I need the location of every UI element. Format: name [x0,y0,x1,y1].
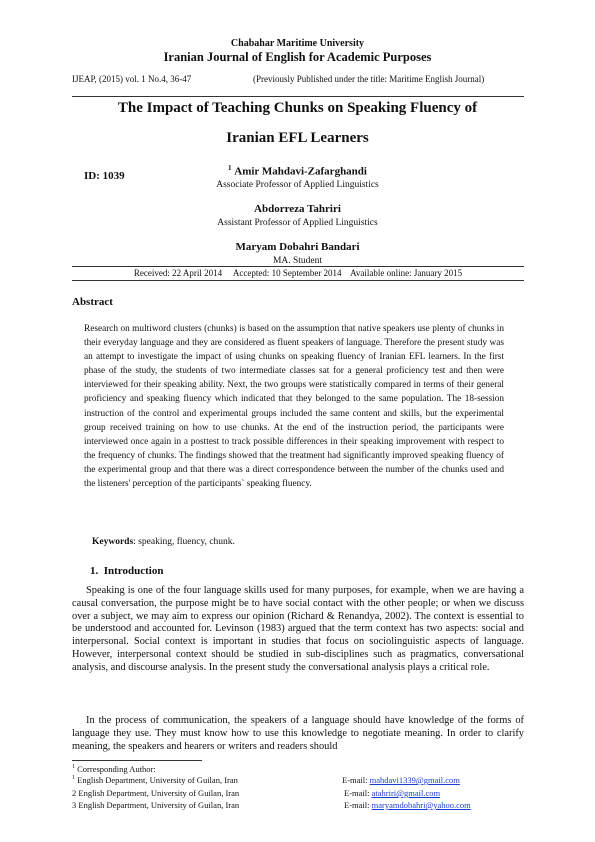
citation: IJEAP, (2015) vol. 1 No.4, 36-47 [72,74,192,84]
paper-id: ID: 1039 [84,170,125,182]
footnote-row-3 [72,800,239,810]
author-1 [0,164,595,178]
dates-rule-bottom [72,280,524,281]
footnote-row-2-affiliation: English Department, University of Guilan, Iran [78,788,240,798]
footnote-row-2-prefix: 2 [72,788,79,798]
intro-paragraph-2: In the process of communication, the speakers of a language should have knowledge of the forms of language they use. They must know how to use this knowledge to negotiate meaning. In order to clarify meaning, the speakers and hearers or writers and readers should [72,715,524,752]
keywords-label: Keywords [92,537,134,547]
accepted-date: Accepted: 10 September 2014 [232,268,342,278]
paper-title-line-1: The Impact of Teaching Chunks on Speaking Fluency of [117,100,478,116]
footnote-rule [72,760,202,761]
author-1-marker: 1 [228,164,232,172]
author-3-role: MA. Student [272,256,323,266]
keywords-list: : speaking, fluency, chunk. [133,537,235,547]
intro-paragraph-1: Speaking is one of the four language skills used for many purposes, for example, when we are having a causal conversation, the purpose might be to have social contact with the other people; or when we discuss over a subject, we may aim to express our opinion (Richard & Renandya, 2002). The context is essential to be understood and accounted for. Levinson (1983) argued that the term context has two aspects: social and interpersonal. Social context is important in studies that focus on sociolinguistic aspects of language. However, interpersonal context should be studied in sub-disciplines such as pragmatics, conversational analysis, and discourse analysis. In the present study the conversational analysis plays a critical role. [72,585,524,673]
footnote-row-1-email [342,775,460,785]
received-date: Received: 22 April 2014 [133,268,223,278]
dates-rule-top [72,266,524,267]
footnote-row-3-affiliation: English Department, University of Guilan, Iran [78,800,240,810]
footnote-row-3-email [344,800,471,810]
abstract-text: Research on multiword clusters (chunks) is based on the assumption that native speakers use plenty of chunks in their everyday language and they are considered as fluent speakers of language. Therefore the present study was an attempt to investigate the impact of using chunks on speaking fluency of Iranian EFL learners. In the first phase of the study, the students of two intermediate classes sat for a general proficiency test and then were interviewed for their speaking ability. Next, the two groups were statistically compared in terms of their general proficiency and speaking fluency which indicated that they belonged to the same population. The 18-session instruction of the control and experimental groups included the same content and skills, but the experimental group received training on how to use chunks. At the end of the instruction period, the participants were interviewed once again in a posttest to track possible differences in their speaking improvement with respect to the frequency of chunks. The findings showed that the treatment had significantly improved speaking fluency of the experimental group and that there was a direct correspondence between the number of the chunks used and the listeners' perception of the participants` speaking fluency. [84,324,504,490]
author-2-role: Assistant Professor of Applied Linguistics [217,218,378,228]
section-number: 1. [90,565,99,577]
author-1-name: Amir Mahdavi-Zafarghandi [234,165,367,178]
footnote-row-2-email-label: E-mail: [344,788,372,798]
email-link-3[interactable]: maryamdobahri@yahoo.com [371,800,471,810]
footnote-corresponding [72,764,156,774]
footnote-row-1 [72,775,238,785]
publication-dates [72,268,524,278]
journal-name: Iranian Journal of English for Academic Purposes [163,50,432,64]
online-date: Available online: January 2015 [350,268,463,278]
footnote-row-1-email-label: E-mail: [342,775,370,785]
footnote-row-2 [72,788,239,798]
email-link-1[interactable]: mahdavi1339@gmail.com [369,775,460,785]
author-3-name: Maryam Dobahri Bandari [235,241,360,253]
author-2-name: Abdorreza Tahriri [254,203,341,215]
footnote-row-1-marker: 1 [72,775,75,782]
email-link-2[interactable]: atahriri@gmail.com [371,788,441,798]
paper-title-line-2: Iranian EFL Learners [226,130,369,146]
keywords [92,537,235,547]
footnote-row-1-affiliation: English Department, University of Guilan, Iran [77,775,238,785]
footnote-row-3-email-label: E-mail: [344,800,372,810]
abstract-heading: Abstract [72,296,113,308]
section-heading [90,565,163,577]
author-1-role: Associate Professor of Applied Linguistics [216,180,379,190]
section-title: Introduction [103,565,164,577]
footnote-row-2-email [344,788,440,798]
previous-title: (Previously Published under the title: Maritime English Journal) [253,74,485,84]
footnote-corresponding-label: Corresponding Author: [77,764,156,774]
footnote-corresponding-marker: 1 [72,764,75,771]
university-name: Chabahar Maritime University [230,38,365,49]
footnote-row-3-prefix: 3 [72,800,79,810]
header-rule [72,96,524,97]
